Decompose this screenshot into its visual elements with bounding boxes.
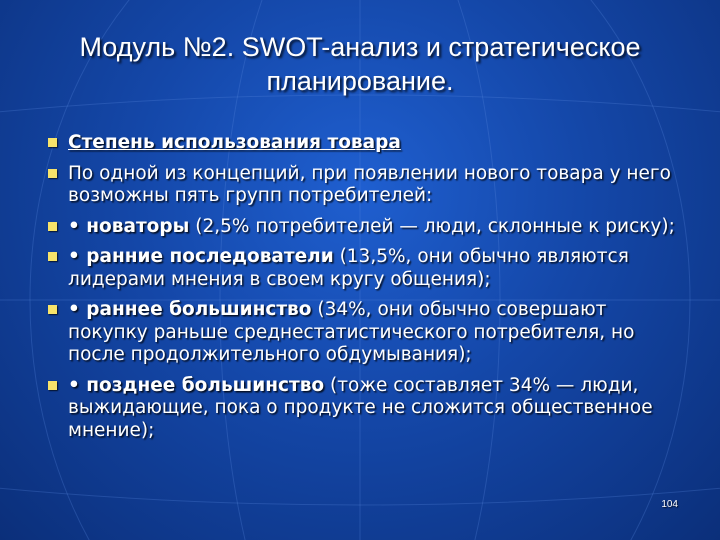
bullet-heading: Степень использования товара [68,132,401,153]
bullet-text: (13,5%, они обычно являются лидерами мнения в своем кругу общения); [68,246,629,290]
bullet-item [48,375,688,443]
bullet-item [48,216,688,239]
bullet-prefix: • [68,299,87,320]
slide-title-line-2: планирование. [266,66,454,96]
square-bullet-icon [48,169,57,178]
bullet-prefix: • [68,215,87,237]
bullet-prefix: • [68,374,87,396]
slide-title-line-1: Модуль №2. SWOT-анализ и стратегическое [79,32,641,62]
bullet-term: ранние последователи [86,246,334,267]
bullet-text: По одной из концепций, при появлении нового товара у него возможны пять групп потребителей: [68,162,671,206]
bullet-text: (тоже составляет 34% — люди, выжидающие, пока о продукте не сложится общественное мнение); [68,374,653,441]
bullet-term: раннее большинство [86,299,312,320]
slide-title [40,30,680,98]
square-bullet-icon [48,138,57,147]
bullet-item [48,132,688,155]
square-bullet-icon [48,305,57,314]
bullet-item [48,246,688,291]
bullet-term: позднее большинство [86,374,325,396]
bullet-list [48,132,688,450]
page-number: 104 [661,499,678,510]
square-bullet-icon [48,252,57,261]
square-bullet-icon [48,222,57,231]
bullet-term: новаторы [86,215,190,237]
bullet-text: (2,5% потребителей — люди, склонные к риску); [189,215,675,237]
bullet-prefix: • [68,246,87,267]
bullet-text: (34%, они обычно совершают покупку раньше среднестатистического потребителя, но после продолжительного обдумывания); [68,299,635,365]
square-bullet-icon [48,381,57,390]
bullet-item [48,163,688,208]
bullet-item [48,299,688,367]
